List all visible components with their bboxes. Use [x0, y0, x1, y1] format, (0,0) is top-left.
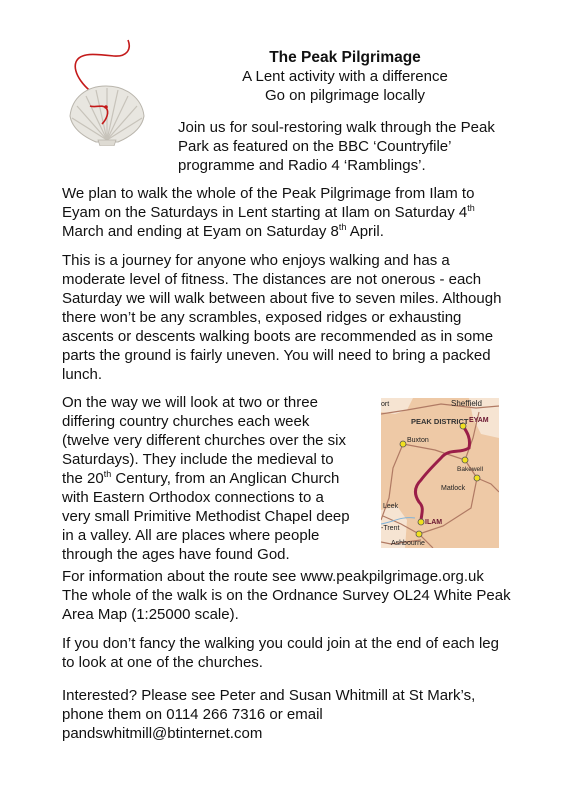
map-label-matlock: Matlock [441, 485, 466, 492]
fitness-paragraph: This is a journey for anyone who enjoys walking and has a moderate level of fitness. The distances are not onerous - each Saturday we will walk between about five to seven miles. Although there won’t be any scrambles, exposed ridges or exhausting ascents or descents walking boots are recommended as in some parts the ground is fairly uneven. You will need to bring a packed lunch. [62, 252, 502, 383]
subtitle-1: A Lent activity with a difference [242, 68, 448, 85]
churches-paragraph [62, 393, 352, 564]
churches-text-a: On the way we will look at two or three differing country churches each week (twelve very different churches over the six Saturdays). They include the medieval to the 20 [62, 394, 347, 487]
map-label-ilam: ILAM [425, 519, 443, 526]
map-label-sheffield: Sheffield [451, 399, 482, 408]
header [180, 48, 510, 105]
map-label-trent: -Trent [381, 525, 400, 532]
schedule-paragraph [62, 184, 512, 241]
map-label-eyam: EYAM [469, 417, 489, 424]
map-label-ort: ort [381, 401, 390, 408]
route-info-line: For information about the route see www.peakpilgrimage.org.uk [62, 568, 484, 585]
map-label-bakewell: Bakewell [457, 466, 484, 473]
map-label-district: PEAK DISTRICT [411, 417, 469, 426]
churches-text-b: Century, from an Anglican Church with Eastern Orthodox connections to a very small Primitive Methodist Chapel deep in a valley. All are places where people through the ages have found God. [62, 470, 350, 563]
ordinal-sup: th [338, 222, 347, 232]
intro-paragraph: Join us for soul-restoring walk through the Peak Park as featured on the BBC ‘Countryfile’ programme and Radio 4 ‘Ramblings’. [178, 119, 495, 174]
contact-paragraph: Interested? Please see Peter and Susan Whitmill at St Mark’s, phone them on 0114 266 7316 or email pandswhitmill@btinternet.com [62, 687, 476, 742]
map-label-buxton: Buxton [407, 437, 429, 444]
info-paragraph [62, 567, 512, 624]
schedule-text-b: March and ending at Eyam on Saturday 8 [62, 223, 339, 240]
subtitle-2: Go on pilgrimage locally [264, 87, 426, 104]
ordinal-sup: th [103, 469, 112, 479]
scallop-shell-icon [62, 36, 150, 146]
page-title: The Peak Pilgrimage [269, 49, 421, 66]
schedule-text-c: April. [346, 223, 384, 240]
map-label-leek: Leek [383, 503, 399, 510]
ordinal-sup: th [467, 203, 475, 213]
route-map [381, 398, 499, 548]
schedule-text-a: We plan to walk the whole of the Peak Pilgrimage from Ilam to Eyam on the Saturdays in Lent starting at Ilam on Saturday 4 [62, 185, 475, 221]
map-label-ashbourne: Ashbourne [391, 540, 425, 547]
map-info-line: The whole of the walk is on the Ordnance Survey OL24 White Peak Area Map (1:25000 scale). [62, 587, 511, 623]
alternative-paragraph: If you don’t fancy the walking you could join at the end of each leg to look at one of the churches. [62, 635, 499, 671]
